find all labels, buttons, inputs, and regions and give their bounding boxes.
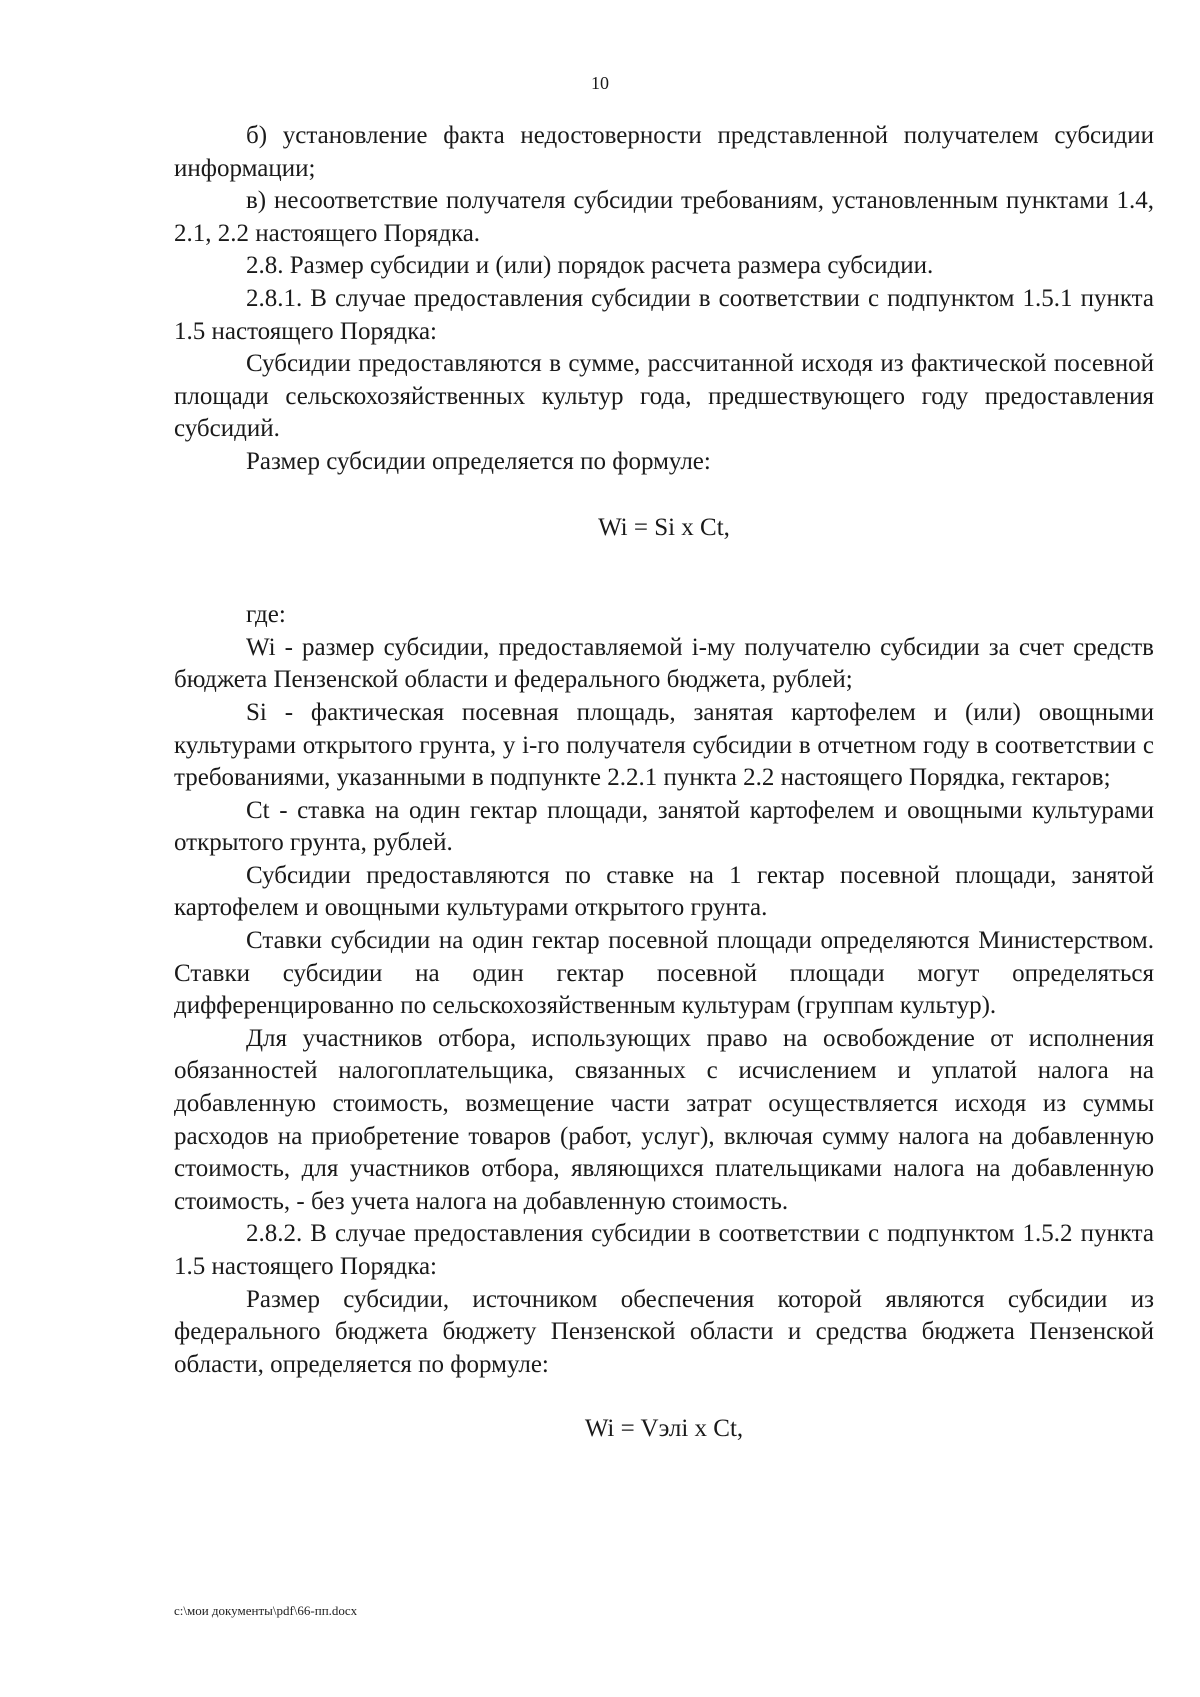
paragraph-rate-per-hectare: Субсидии предоставляются по ставке на 1 гектар посевной площади, занятой картофелем и овощными культурами открытого грунта.	[174, 861, 1154, 922]
document-body	[174, 120, 1154, 1446]
definition-ct: Ct - ставка на один гектар площади, занятой картофелем и овощными культурами открытого грунта, рублей.	[174, 796, 1154, 857]
formula-1: Wi = Si x Ct,	[598, 513, 730, 541]
section-2-8-2-intro: 2.8.2. В случае предоставления субсидии в соответствии с подпунктом 1.5.2 пункта 1.5 настоящего Порядка:	[174, 1220, 1154, 1280]
footer-file-path: c:\мои документы\pdf\66-пп.docx	[174, 1603, 358, 1618]
definition-si: Si - фактическая посевная площадь, занятая картофелем и (или) овощными культурами открытого грунта, у i-го получателя субсидии в отчетном году в соответствии с требованиями, указанными в подпункте 2.2.1 пункта 2.2 настоящего Порядка, гектаров;	[174, 698, 1154, 792]
paragraph-subsidy-amount: Субсидии предоставляются в сумме, рассчитанной исходя из фактической посевной площади сельскохозяйственных культур года, предшествующего году предоставления субсидий.	[174, 350, 1154, 443]
paragraph-rates-ministry: Ставки субсидии на один гектар посевной площади определяются Министерством. Ставки субсидии на один гектар посевной площади могут определяться дифференцированно по сельскохозяйственным культурам (группам культур).	[174, 927, 1154, 1020]
section-2-8-1-intro: 2.8.1. В случае предоставления субсидии в соответствии с подпунктом 1.5.1 пункта 1.5 настоящего Порядка:	[174, 284, 1154, 345]
paragraph-b: б) установление факта недостоверности представленной получателем субсидии информации;	[174, 122, 1154, 182]
formula-2: Wi = Vэлi x Ct,	[584, 1415, 744, 1443]
section-2-8-heading: 2.8. Размер субсидии и (или) порядок расчета размера субсидии.	[246, 252, 934, 280]
paragraph-formula-intro-2: Размер субсидии, источником обеспечения которой являются субсидии из федерального бюджета бюджету Пензенской области и средства бюджета Пензенской области, определяется по формуле:	[174, 1285, 1154, 1378]
page-number: 10	[591, 73, 609, 93]
paragraph-where: где:	[246, 601, 286, 629]
paragraph-formula-intro-1: Размер субсидии определяется по формуле:	[246, 447, 711, 475]
paragraph-v: в) несоответствие получателя субсидии требованиям, установленным пунктами 1.4, 2.1, 2.2 настоящего Порядка.	[174, 187, 1154, 247]
definition-wi: Wi - размер субсидии, предоставляемой i-му получателю субсидии за счет средств бюджета Пензенской области и федерального бюджета, рублей;	[174, 633, 1154, 694]
paragraph-vat-note: Для участников отбора, использующих право на освобождение от исполнения обязанностей налогоплательщика, связанных с исчислением и уплатой налога на добавленную стоимость, возмещение части затрат осуществляется исходя из суммы расходов на приобретение товаров (работ, услуг), включая сумму налога на добавленную стоимость, для участников отбора, являющихся плательщиками налога на добавленную стоимость, - без учета налога на добавленную стоимость.	[174, 1024, 1154, 1215]
